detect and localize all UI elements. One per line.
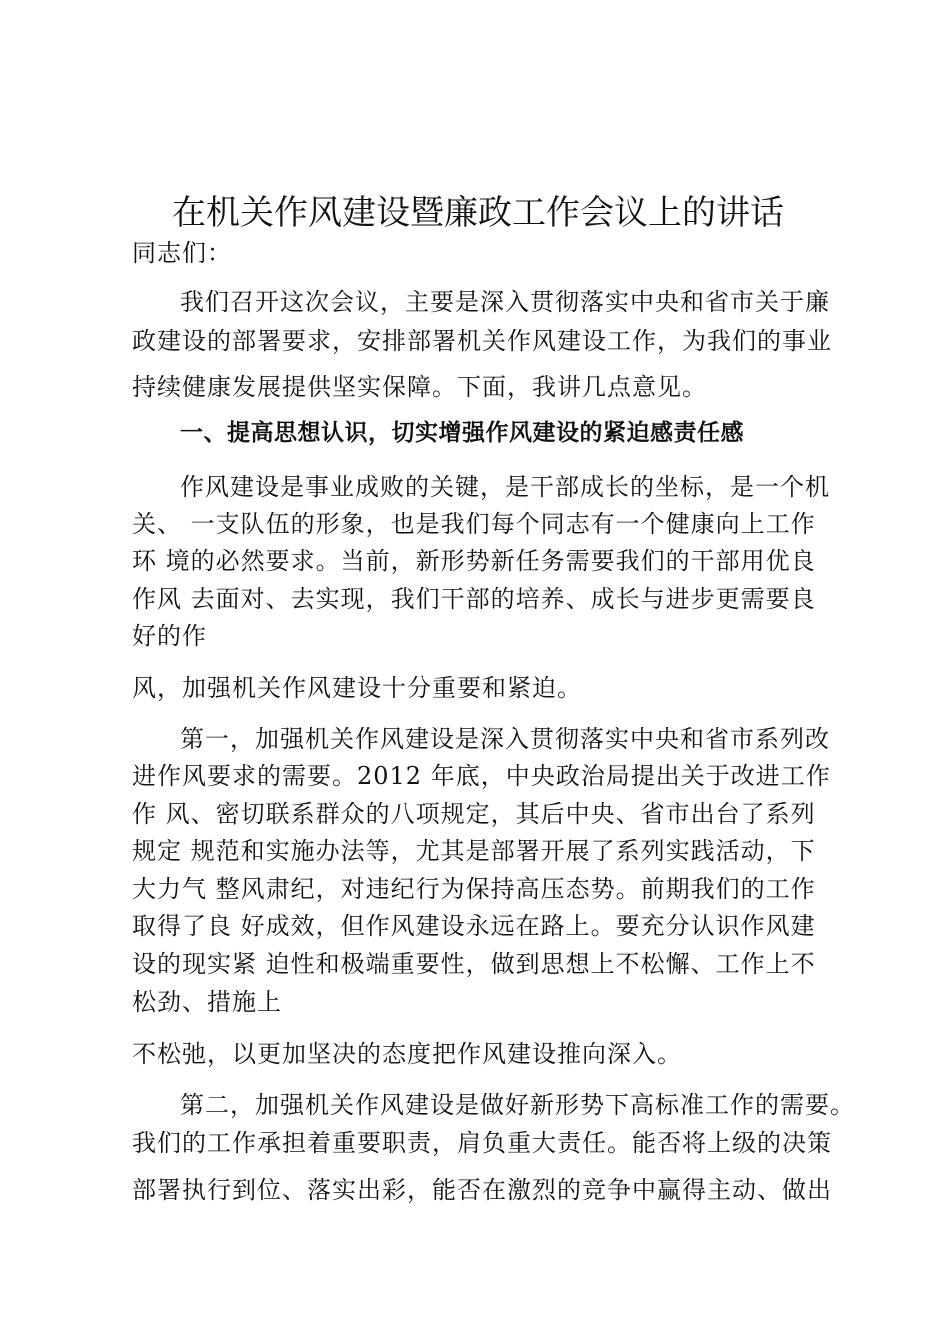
paragraph-line: 取得了良 好成效，但作风建设永远在路上。要充分认识作风建 — [132, 912, 816, 940]
paragraph-line: 松劲、措施上 — [132, 988, 282, 1016]
salutation: 同志们： — [132, 239, 232, 267]
paragraph-line: 设的现实紧 迫性和极端重要性，做到思想上不松懈、工作上不 — [132, 950, 816, 978]
paragraph-line: 进作风要求的需要。2012 年底，中央政治局提出关于改进工作 — [132, 762, 831, 790]
paragraph-line: 部署执行到位、落实出彩，能否在激烈的竞争中赢得主动、做出 — [132, 1176, 832, 1204]
paragraph-line: 第二，加强机关作风建设是做好新形势下高标准工作的需要。 — [180, 1091, 855, 1119]
paragraph-line: 我们的工作承担着重要职责，肩负重大责任。能否将上级的决策 — [132, 1129, 832, 1157]
section-heading: 一、提高思想认识，切实增强作风建设的紧迫感责任感 — [180, 420, 744, 446]
paragraph-line: 作 风、密切联系群众的八项规定，其后中央、省市出台了系列 — [132, 800, 816, 828]
paragraph-line: 关、 一支队伍的形象，也是我们每个同志有一个健康向上工作 — [132, 510, 816, 538]
paragraph-line: 作风 去面对、去实现，我们干部的培养、成长与进步更需要良 — [132, 585, 816, 613]
paragraph-line: 规定 规范和实施办法等，尤其是部署开展了系列实践活动，下 — [132, 837, 816, 865]
intro-line: 我们召开这次会议，主要是深入贯彻落实中央和省市关于廉 — [180, 288, 830, 316]
paragraph-line: 作风建设是事业成败的关键，是干部成长的坐标，是一个机 — [180, 473, 830, 501]
paragraph-line: 风，加强机关作风建设十分重要和紧迫。 — [132, 674, 582, 702]
paragraph-line: 好的作 — [132, 622, 207, 650]
document-title: 在机关作风建设暨廉政工作会议上的讲话 — [172, 193, 784, 233]
intro-line: 持续健康发展提供坚实保障。下面，我讲几点意见。 — [132, 373, 707, 401]
paragraph-line: 不松弛，以更加坚决的态度把作风建设推向深入。 — [132, 1040, 682, 1068]
paragraph-line: 大力气 整风肃纪，对违纪行为保持高压态势。前期我们的工作 — [132, 875, 816, 903]
paragraph-line: 第一，加强机关作风建设是深入贯彻落实中央和省市系列改 — [180, 725, 830, 753]
paragraph-line: 环 境的必然要求。当前，新形势新任务需要我们的干部用优良 — [132, 547, 816, 575]
intro-line: 政建设的部署要求，安排部署机关作风建设工作，为我们的事业 — [132, 327, 832, 355]
